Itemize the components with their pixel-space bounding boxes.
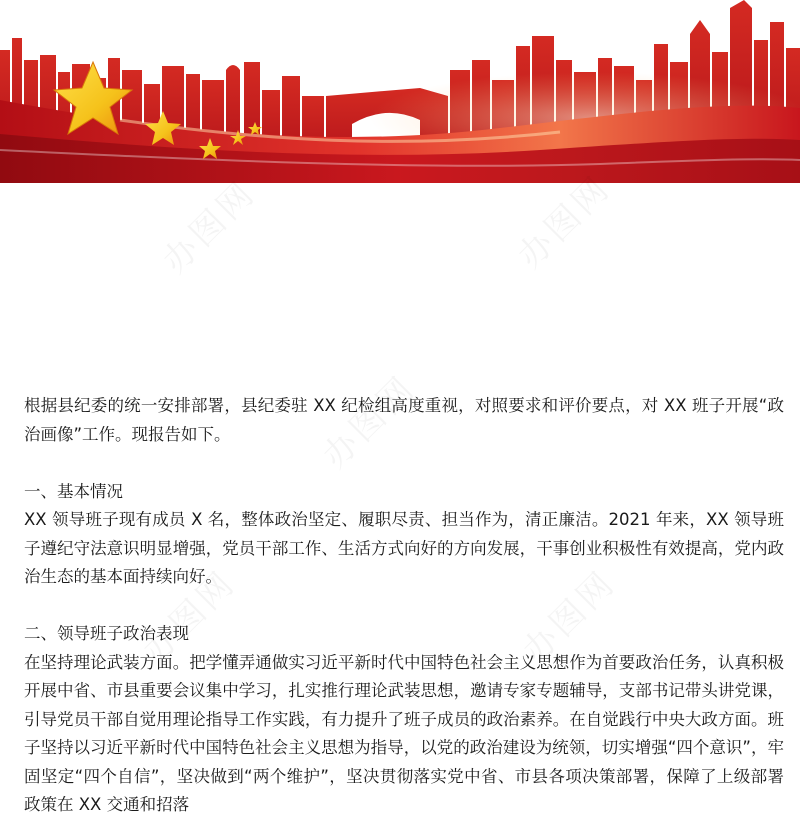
header-banner bbox=[0, 0, 800, 183]
intro-paragraph: 根据县纪委的统一安排部署，县纪委驻 XX 纪检组高度重视，对照要求和评价要点，对 XX 班子开展“政治画像”工作。现报告如下。 bbox=[24, 396, 784, 444]
section-paragraph: 在坚持理论武装方面。把学懂弄通做实习近平新时代中国特色社会主义思想作为首要政治任务，认真积极开展中省、市县重要会议集中学习，扎实推行理论武装思想，邀请专家专题辅导，支部书记带头讲党课，引导党员干部自觉用理论指导工作实践，有力提升了班子成员的政治素养。在自觉践行中央大政方面。班子坚持以习近平新时代中国特色社会主义思想为指导，以党的政治建设为统领，切实增强“四个意识”，牢固坚定“四个自信”，坚决做到“两个维护”，坚决贯彻落实党中省、市县各项决策部署，保障了上级部署政策在 XX 交通和招落 bbox=[24, 652, 784, 814]
section-heading: 二、领导班子政治表现 bbox=[24, 624, 189, 643]
watermark bbox=[149, 167, 264, 282]
document-body bbox=[24, 392, 784, 820]
section-paragraph: XX 领导班子现有成员 X 名，整体政治坚定、履职尽责、担当作为，清正廉洁。2021 年来，XX 领导班子遵纪守法意识明显增强，党员干部工作、生活方式向好的方向发展，干事创业积极性有效提高，党内政治生态的基本面持续向好。 bbox=[24, 510, 784, 586]
banner-graphic bbox=[0, 0, 800, 183]
section-heading: 一、基本情况 bbox=[24, 481, 123, 501]
